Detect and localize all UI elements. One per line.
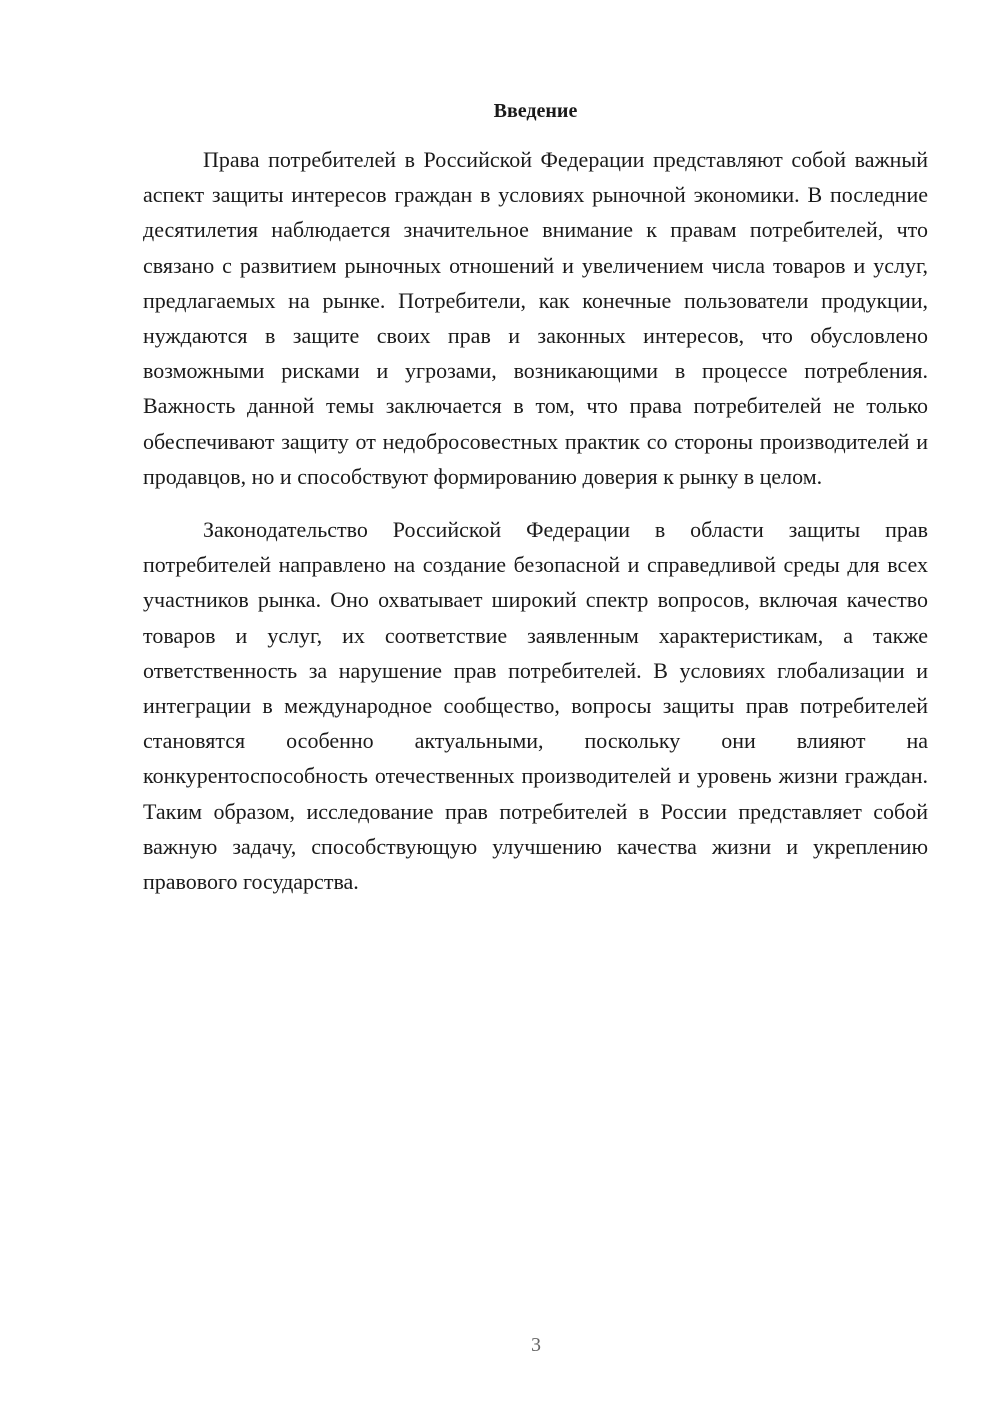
- paragraph-1: Права потребителей в Российской Федерации представляют собой важный аспект защиты интересов граждан в условиях рыночной экономики. В последние десятилетия наблюдается значительное внимание к правам потребителей, что связано с развитием рыночных отношений и увеличением числа товаров и услуг, предлагаемых на рынке. Потребители, как конечные пользователи продукции, нуждаются в защите своих прав и законных интересов, что обусловлено возможными рисками и угрозами, возникающими в процессе потребления. Важность данной темы заключается в том, что права потребителей не только обеспечивают защиту от недобросовестных практик со стороны производителей и продавцов, но и способствуют формированию доверия к рынку в целом.: [143, 147, 928, 489]
- paragraph-2: Законодательство Российской Федерации в области защиты прав потребителей направлено на создание безопасной и справедливой среды для всех участников рынка. Оно охватывает широкий спектр вопросов, включая качество товаров и услуг, их соответствие заявленным характеристикам, а также ответственность за нарушение прав потребителей. В условиях глобализации и интеграции в международное сообщество, вопросы защиты прав потребителей становятся особенно актуальными, поскольку они влияют на конкурентоспособность отечественных производителей и уровень жизни граждан. Таким образом, исследование прав потребителей в России представляет собой важную задачу, способствующую улучшению качества жизни и укреплению правового государства.: [143, 517, 928, 895]
- section-heading: Введение: [493, 100, 578, 122]
- page-number: 3: [531, 1334, 541, 1356]
- body-text: [143, 142, 928, 899]
